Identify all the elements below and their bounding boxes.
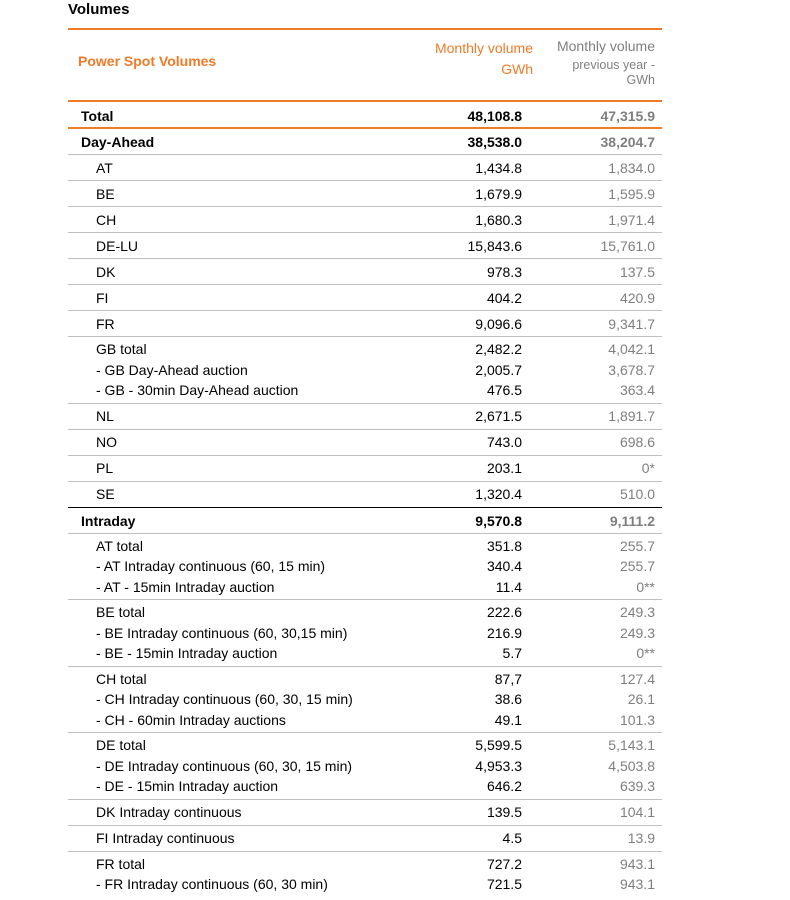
column-header-prev-line2: previous year - (572, 58, 655, 72)
value-current-month: 743.0 (486, 434, 522, 450)
page-title: Volumes (68, 1, 130, 18)
row-label: Intraday (81, 512, 136, 529)
value-current-month: 4,953.3 (475, 757, 522, 774)
value-previous-year: 249.3 (619, 624, 655, 641)
value-previous-year: 510.0 (619, 486, 655, 502)
row-label: NO (96, 434, 117, 450)
column-header-prev-line1: Monthly volume (556, 38, 655, 54)
table-line (68, 735, 662, 756)
table-line (68, 360, 662, 381)
table-line (68, 207, 662, 232)
value-previous-year: 943.1 (619, 876, 655, 893)
value-previous-year: 9,341.7 (608, 315, 655, 332)
column-header-prev-line3: GWh (626, 73, 655, 87)
volumes-table (0, 103, 790, 897)
table-row (68, 508, 662, 534)
table-row (68, 600, 662, 667)
value-previous-year: 15,761.0 (600, 237, 655, 254)
value-current-month: 1,320.4 (475, 486, 522, 502)
value-current-month: 5.7 (502, 645, 522, 662)
table-line (68, 643, 662, 664)
table-line (68, 874, 662, 895)
value-previous-year: 4,503.8 (608, 757, 655, 774)
row-label: DK Intraday continuous (96, 804, 242, 820)
value-previous-year: 5,143.1 (608, 737, 655, 754)
row-label: NL (96, 408, 114, 424)
row-label: - GB Day-Ahead auction (96, 361, 248, 378)
value-previous-year: 249.3 (619, 604, 655, 621)
value-previous-year: 0** (636, 578, 655, 595)
value-current-month: 48,108.8 (467, 108, 522, 125)
value-previous-year: 101.3 (619, 711, 655, 728)
value-previous-year: 3,678.7 (608, 361, 655, 378)
column-header-monthly-volume (410, 38, 533, 80)
table-row (68, 430, 662, 456)
row-label: - BE Intraday continuous (60, 30,15 min) (96, 624, 348, 641)
value-current-month: 222.6 (486, 604, 522, 621)
table-row (68, 852, 662, 897)
table-line (68, 556, 662, 577)
row-label: BE (96, 185, 115, 202)
value-current-month: 721.5 (486, 876, 522, 893)
value-previous-year: 137.5 (619, 263, 655, 280)
row-label: PL (96, 460, 114, 476)
value-previous-year: 639.3 (619, 778, 655, 795)
value-current-month: 38.6 (494, 691, 522, 708)
table-row (68, 155, 662, 181)
value-previous-year: 0** (636, 645, 655, 662)
value-current-month: 1,434.8 (475, 159, 522, 176)
table-line (68, 430, 662, 455)
value-previous-year: 255.7 (619, 537, 655, 554)
table-row (68, 337, 662, 404)
table-line (68, 259, 662, 284)
value-current-month: 4.5 (502, 830, 522, 846)
row-label: - DE Intraday continuous (60, 30, 15 min) (96, 757, 353, 774)
table-row (68, 456, 662, 482)
table-line (68, 854, 662, 875)
table-row (68, 482, 662, 508)
value-current-month: 1,680.3 (475, 211, 522, 228)
value-current-month: 139.5 (486, 804, 522, 820)
table-line (68, 482, 662, 507)
table-row (68, 181, 662, 207)
table-line (68, 233, 662, 258)
row-label: - GB - 30min Day-Ahead auction (96, 382, 299, 399)
table-line (68, 511, 662, 532)
row-label: CH (96, 211, 117, 228)
value-previous-year: 943.1 (619, 855, 655, 872)
table-row (68, 207, 662, 233)
row-label: - FR Intraday continuous (60, 30 min) (96, 876, 328, 893)
value-previous-year: 26.1 (627, 691, 655, 708)
table-line (68, 826, 662, 851)
value-current-month: 340.4 (486, 558, 522, 575)
value-current-month: 646.2 (486, 778, 522, 795)
value-previous-year: 47,315.9 (600, 108, 655, 125)
row-label: DK (96, 263, 116, 280)
value-current-month: 203.1 (486, 460, 522, 476)
table-line (68, 339, 662, 360)
table-row (68, 404, 662, 430)
value-previous-year: 104.1 (619, 804, 655, 820)
row-label: - CH Intraday continuous (60, 30, 15 min) (96, 691, 353, 708)
value-previous-year: 420.9 (619, 289, 655, 306)
value-previous-year: 38,204.7 (600, 134, 655, 151)
table-line (68, 106, 662, 127)
value-current-month: 2,005.7 (475, 361, 522, 378)
value-previous-year: 9,111.2 (609, 512, 655, 529)
row-label: GB total (96, 341, 147, 358)
row-label: Total (81, 108, 114, 125)
table-row (68, 311, 662, 337)
row-label: CH total (96, 670, 147, 687)
table-row (68, 129, 662, 155)
row-label: FI (96, 289, 109, 306)
table-row (68, 800, 662, 826)
table-row (68, 259, 662, 285)
header-top-rule (68, 28, 662, 30)
value-current-month: 978.3 (486, 263, 522, 280)
row-label: - DE - 15min Intraday auction (96, 778, 279, 795)
row-label: - AT Intraday continuous (60, 15 min) (96, 558, 326, 575)
table-row (68, 103, 662, 129)
value-current-month: 351.8 (486, 537, 522, 554)
value-previous-year: 1,595.9 (608, 185, 655, 202)
value-current-month: 15,843.6 (467, 237, 522, 254)
row-label: AT (96, 159, 113, 176)
row-label: SE (96, 486, 115, 502)
value-current-month: 9,570.8 (475, 512, 522, 529)
value-current-month: 2,671.5 (475, 408, 522, 424)
table-line (68, 456, 662, 481)
value-current-month: 9,096.6 (475, 315, 522, 332)
row-label: AT total (96, 537, 143, 554)
value-previous-year: 127.4 (619, 670, 655, 687)
table-line (68, 669, 662, 690)
value-previous-year: 698.6 (619, 434, 655, 450)
table-line (68, 623, 662, 644)
value-previous-year: 13.9 (627, 830, 655, 846)
table-line (68, 132, 662, 153)
value-current-month: 476.5 (486, 382, 522, 399)
column-header-monthly-line1: Monthly volume (434, 40, 533, 56)
table-line (68, 710, 662, 731)
table-line (68, 577, 662, 598)
column-header-monthly-line2: GWh (501, 61, 533, 77)
row-label: Day-Ahead (81, 134, 155, 151)
row-label: - AT - 15min Intraday auction (96, 578, 275, 595)
table-row (68, 733, 662, 800)
table-line (68, 285, 662, 310)
column-header-previous-year (545, 38, 655, 88)
value-current-month: 2,482.2 (475, 341, 522, 358)
table-line (68, 776, 662, 797)
row-label: DE-LU (96, 237, 139, 254)
value-current-month: 404.2 (486, 289, 522, 306)
value-previous-year: 255.7 (619, 558, 655, 575)
row-label: - CH - 60min Intraday auctions (96, 711, 286, 728)
table-row (68, 285, 662, 311)
table-line (68, 181, 662, 206)
value-current-month: 49.1 (494, 711, 522, 728)
value-current-month: 727.2 (486, 855, 522, 872)
table-line (68, 404, 662, 429)
value-current-month: 5,599.5 (475, 737, 522, 754)
row-label: FR (96, 315, 115, 332)
value-current-month: 38,538.0 (467, 134, 522, 151)
header-bottom-rule (68, 100, 662, 102)
table-row (68, 534, 662, 601)
table-line (68, 800, 662, 825)
row-label: BE total (96, 604, 146, 621)
table-row (68, 667, 662, 734)
table-line (68, 756, 662, 777)
value-previous-year: 1,891.7 (608, 408, 655, 424)
table-row (68, 826, 662, 852)
row-label: FI Intraday continuous (96, 830, 235, 846)
value-current-month: 87,7 (494, 670, 522, 687)
table-subtitle: Power Spot Volumes (78, 53, 217, 69)
value-previous-year: 1,834.0 (608, 159, 655, 176)
value-current-month: 1,679.9 (475, 185, 522, 202)
value-previous-year: 0* (641, 460, 655, 476)
table-line (68, 602, 662, 623)
row-label: - BE - 15min Intraday auction (96, 645, 278, 662)
table-line (68, 380, 662, 401)
value-current-month: 11.4 (495, 578, 522, 595)
row-label: FR total (96, 855, 146, 872)
row-label: DE total (96, 737, 146, 754)
table-line (68, 689, 662, 710)
table-line (68, 311, 662, 336)
value-current-month: 216.9 (486, 624, 522, 641)
table-line (68, 155, 662, 180)
value-previous-year: 4,042.1 (608, 341, 655, 358)
value-previous-year: 1,971.4 (608, 211, 655, 228)
value-previous-year: 363.4 (619, 382, 655, 399)
table-line (68, 536, 662, 557)
table-row (68, 233, 662, 259)
